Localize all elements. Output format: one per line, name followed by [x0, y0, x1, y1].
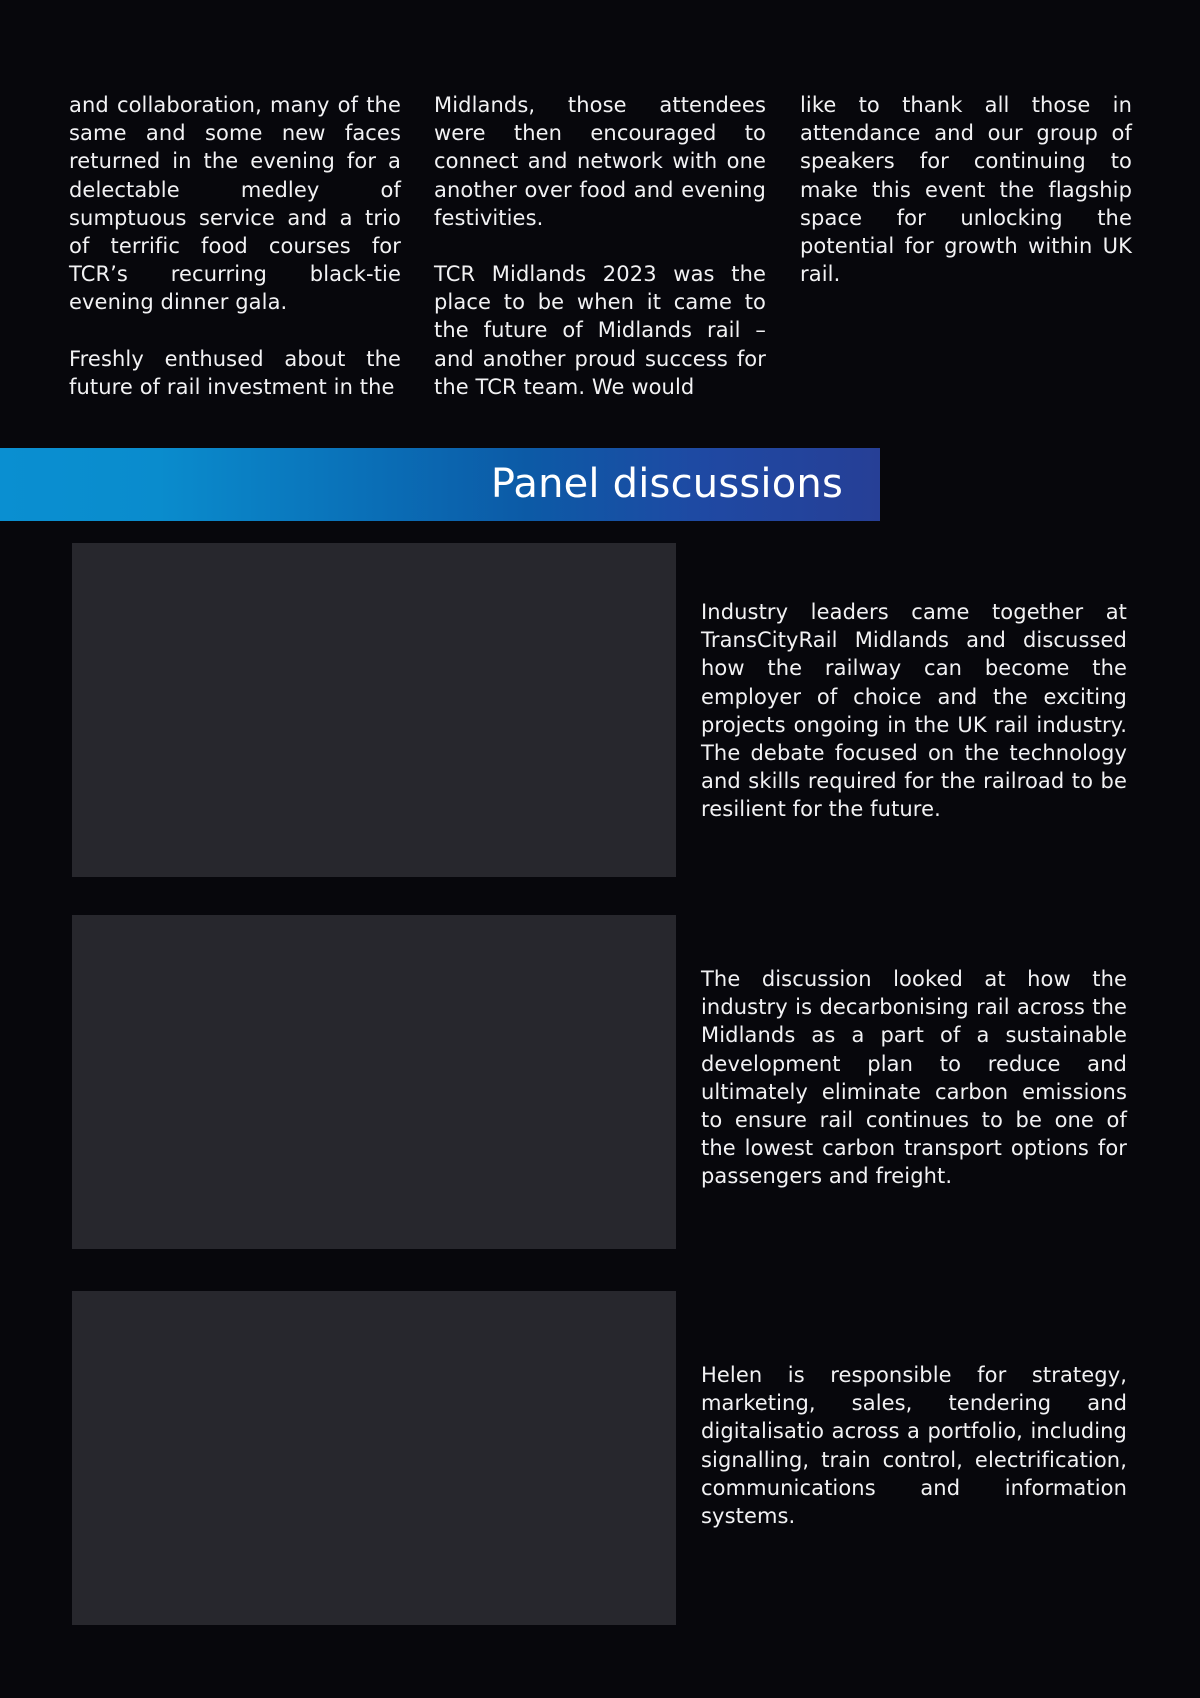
panel-photo-placeholder [72, 1291, 676, 1625]
article-paragraph: like to thank all those in attendance and our group of speakers for continuing to make this event the flagship space for unlocking the potential for growth within UK rail. [800, 93, 1132, 287]
panel-photo-placeholder [72, 915, 676, 1249]
article-column-3 [800, 91, 1132, 316]
article-paragraph: Freshly enthused about the future of rail investment in the [69, 346, 401, 399]
article-column-1 [69, 91, 401, 429]
article-column-2 [434, 91, 766, 429]
panel-description: The discussion looked at how the industry is decarbonising rail across the Midlands as a part of a sustainable development plan to reduce and ultimately eliminate carbon emissions to ensure rail continues to be one of the lowest carbon transport options for passengers and freight. [701, 967, 1127, 1189]
panel-description: Industry leaders came together at TransCityRail Midlands and discussed how the railway can become the employer of choice and the exciting projects ongoing in the UK rail industry. The debate focused on the technology and skills required for the railroad to be resilient for the future. [701, 600, 1127, 822]
article-paragraph: Midlands, those attendees were then encouraged to connect and network with one another over food and evening festivities. [434, 93, 766, 230]
panel-description: Helen is responsible for strategy, marketing, sales, tendering and digitalisatio across a portfolio, including signalling, train control, electrification, communications and information systems. [701, 1363, 1127, 1529]
article-paragraph: and collaboration, many of the same and some new faces returned in the evening for a delectable medley of sumptuous service and a trio of terrific food courses for TCR’s recurring black-tie evening dinner gala. [69, 93, 401, 315]
article-paragraph: TCR Midlands 2023 was the place to be when it came to the future of Midlands rail – and another proud success for the TCR team. We would [434, 262, 766, 399]
section-banner [0, 448, 880, 521]
section-title: Panel discussions [490, 461, 843, 507]
panel-photo-placeholder [72, 543, 676, 877]
